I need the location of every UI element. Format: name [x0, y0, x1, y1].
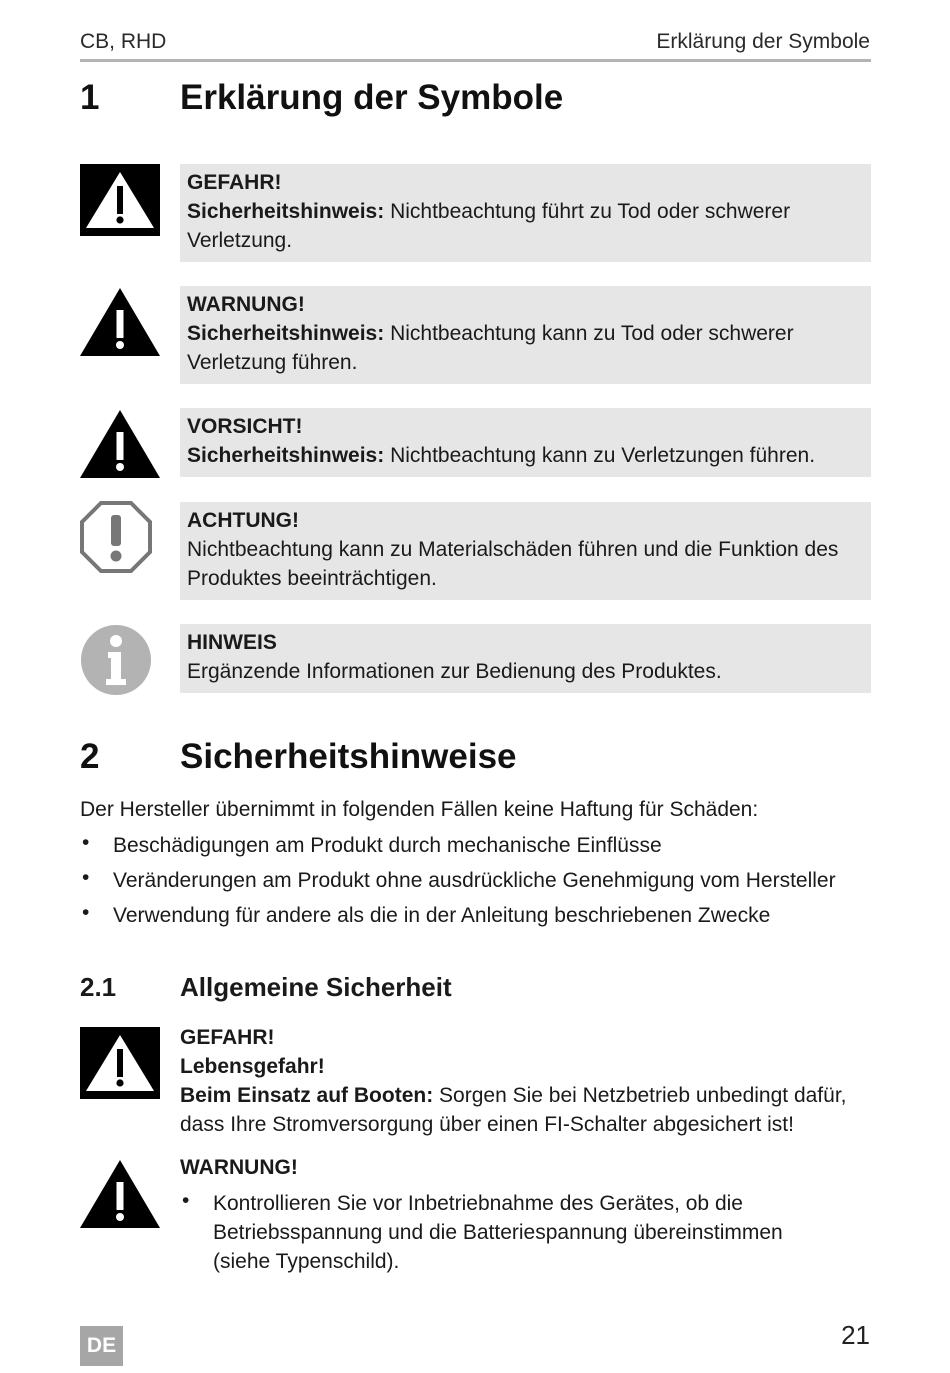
list-item: Verwendung für andere als die in der Anleitung beschriebenen Zwecke — [113, 904, 771, 927]
notice-lead: Sicherheitshinweis: — [187, 200, 385, 223]
bullet-dot: • — [182, 1189, 190, 1212]
warning-triangle-icon — [80, 286, 160, 363]
notice-text: Sorgen Sie bei Netzbetrieb unbedingt dafür, — [433, 1084, 847, 1107]
info-icon — [80, 624, 152, 701]
caution-triangle-icon — [80, 408, 160, 485]
section-2-1-number: 2.1 — [80, 972, 117, 1002]
notice-text: Nichtbeachtung kann zu Materialschäden führen und die Funktion des — [187, 538, 839, 561]
danger-warning-icon — [80, 1027, 160, 1104]
notice-text-cont: dass Ihre Stromversorgung über einen FI-Schalter abgesichert ist! — [180, 1113, 794, 1136]
notice-label: GEFAHR! — [180, 1026, 275, 1049]
running-header-left: CB, RHD — [80, 30, 167, 53]
notice-text: Ergänzende Informationen zur Bedienung des Produktes. — [187, 660, 722, 683]
notice-box-vorsicht — [180, 408, 871, 477]
notice-text: Nichtbeachtung kann zu Tod oder schwerer — [384, 322, 794, 345]
section-2-intro: Der Hersteller übernimmt in folgenden Fällen keine Haftung für Schäden: — [80, 798, 759, 821]
header-rule — [80, 59, 871, 62]
danger-warning-icon — [80, 164, 160, 241]
notice-text: Nichtbeachtung führt zu Tod oder schwerer — [384, 200, 791, 223]
bullet-dot: • — [82, 866, 90, 889]
list-item: Veränderungen am Produkt ohne ausdrückliche Genehmigung vom Hersteller — [113, 869, 836, 892]
notice-subtitle: Lebensgefahr! — [180, 1055, 325, 1078]
notice-box-warnung — [180, 286, 871, 384]
notice-label: WARNUNG! — [180, 1156, 298, 1179]
section-2-1-title: Allgemeine Sicherheit — [180, 972, 452, 1002]
section-1-number: 1 — [80, 78, 100, 117]
list-item-line: (siehe Typenschild). — [213, 1250, 400, 1273]
notice-text: Nichtbeachtung kann zu Verletzungen führen. — [384, 444, 816, 467]
notice-box-hinweis — [180, 624, 871, 693]
notice-text-cont: Verletzung. — [187, 229, 293, 252]
list-item-line: Betriebsspannung und die Batteriespannung übereinstimmen — [213, 1221, 783, 1244]
section-2-title: Sicherheitshinweise — [180, 737, 517, 776]
list-item-line: Kontrollieren Sie vor Inbetriebnahme des Gerätes, ob die — [213, 1192, 743, 1215]
section-2-number: 2 — [80, 737, 100, 776]
notice-text-cont: Verletzung führen. — [187, 351, 358, 374]
notice-lead: Beim Einsatz auf Booten: — [180, 1084, 434, 1107]
bullet-dot: • — [82, 901, 90, 924]
warning-triangle-icon — [80, 1158, 160, 1235]
list-item — [213, 1189, 871, 1276]
running-header-right: Erklärung der Symbole — [656, 30, 870, 53]
notice-label: GEFAHR! — [187, 171, 282, 194]
language-badge: DE — [80, 1326, 123, 1366]
notice-label: WARNUNG! — [187, 293, 305, 316]
notice-lead: Sicherheitshinweis: — [187, 444, 385, 467]
notice-text-cont: Produktes beeinträchtigen. — [187, 567, 437, 590]
notice-label: ACHTUNG! — [187, 509, 299, 532]
page-number: 21 — [841, 1320, 870, 1350]
attention-octagon-icon — [80, 501, 152, 578]
general-safety-danger — [180, 1023, 871, 1139]
bullet-dot: • — [82, 831, 90, 854]
notice-box-achtung — [180, 502, 871, 600]
notice-label: VORSICHT! — [187, 415, 303, 438]
notice-lead: Sicherheitshinweis: — [187, 322, 385, 345]
list-item: Beschädigungen am Produkt durch mechanische Einflüsse — [113, 834, 662, 857]
notice-box-gefahr — [180, 164, 871, 262]
notice-label: HINWEIS — [187, 631, 277, 654]
section-1-title: Erklärung der Symbole — [180, 78, 564, 117]
